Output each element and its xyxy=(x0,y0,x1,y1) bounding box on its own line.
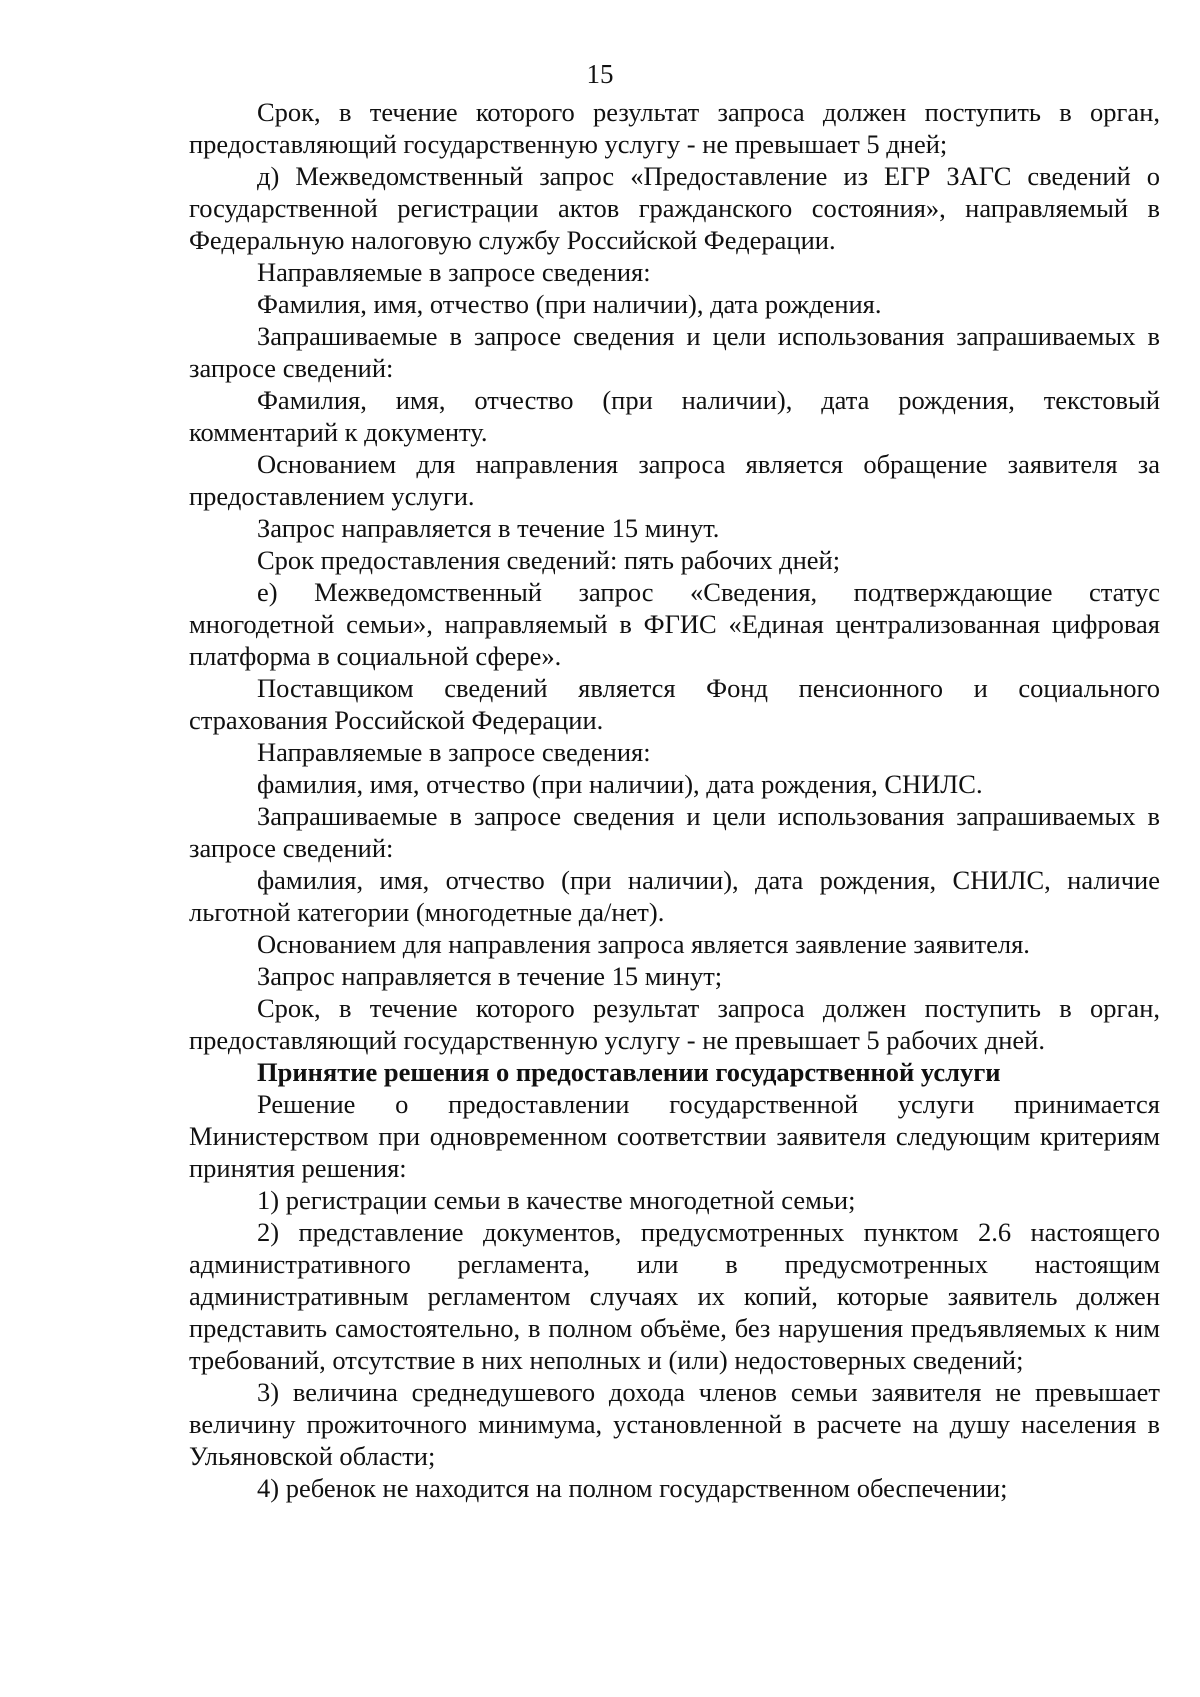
paragraph: д) Межведомственный запрос «Предоставление из ЕГР ЗАГС сведений о государственной регистрации актов гражданского состояния», направляемый в Федеральную налоговую службу Российской Федерации. xyxy=(189,161,1160,255)
list-item: 1) регистрации семьи в качестве многодетной семьи; xyxy=(257,1185,856,1215)
paragraph: Срок, в течение которого результат запроса должен поступить в орган, предоставляющий государственную услугу - не превышает 5 дней; xyxy=(189,97,1160,159)
paragraph: Направляемые в запросе сведения: xyxy=(257,737,651,767)
paragraph: Срок, в течение которого результат запроса должен поступить в орган, предоставляющий государственную услугу - не превышает 5 рабочих дней. xyxy=(189,993,1160,1055)
page-body xyxy=(189,96,1160,1504)
paragraph: Основанием для направления запроса является заявление заявителя. xyxy=(257,929,1030,959)
paragraph: Фамилия, имя, отчество (при наличии), дата рождения, текстовый комментарий к документу. xyxy=(189,385,1160,447)
paragraph: Запрос направляется в течение 15 минут; xyxy=(257,961,723,991)
paragraph: Запрашиваемые в запросе сведения и цели использования запрашиваемых в запросе сведений: xyxy=(189,801,1160,863)
paragraph: е) Межведомственный запрос «Сведения, подтверждающие статус многодетной семьи», направляемый в ФГИС «Единая централизованная цифровая платформа в социальной сфере». xyxy=(189,577,1160,671)
page-number: 15 xyxy=(586,59,614,89)
paragraph: Фамилия, имя, отчество (при наличии), дата рождения. xyxy=(257,289,882,319)
paragraph: Направляемые в запросе сведения: xyxy=(257,257,651,287)
paragraph: Срок предоставления сведений: пять рабочих дней; xyxy=(257,545,841,575)
section-heading: Принятие решения о предоставлении государственной услуги xyxy=(257,1057,1001,1087)
paragraph: фамилия, имя, отчество (при наличии), дата рождения, СНИЛС. xyxy=(257,769,983,799)
paragraph: Основанием для направления запроса является обращение заявителя за предоставлением услуги. xyxy=(189,449,1160,511)
list-item: 2) представление документов, предусмотренных пунктом 2.6 настоящего административного регламента, или в предусмотренных настоящим административным регламентом случаях их копий, которые заявитель должен представить самостоятельно, в полном объёме, без нарушения предъявляемых к ним требований, отсутствие в них неполных и (или) недостоверных сведений; xyxy=(189,1217,1160,1375)
paragraph: Запрашиваемые в запросе сведения и цели использования запрашиваемых в запросе сведений: xyxy=(189,321,1160,383)
paragraph: Решение о предоставлении государственной услуги принимается Министерством при одновременном соответствии заявителя следующим критериям принятия решения: xyxy=(189,1089,1160,1183)
paragraph: Поставщиком сведений является Фонд пенсионного и социального страхования Российской Федерации. xyxy=(189,673,1160,735)
list-item: 3) величина среднедушевого дохода членов семьи заявителя не превышает величину прожиточного минимума, установленной в расчете на душу населения в Ульяновской области; xyxy=(189,1377,1160,1471)
list-item: 4) ребенок не находится на полном государственном обеспечении; xyxy=(257,1473,1008,1503)
paragraph: фамилия, имя, отчество (при наличии), дата рождения, СНИЛС, наличие льготной категории (многодетные да/нет). xyxy=(189,865,1160,927)
paragraph: Запрос направляется в течение 15 минут. xyxy=(257,513,720,543)
